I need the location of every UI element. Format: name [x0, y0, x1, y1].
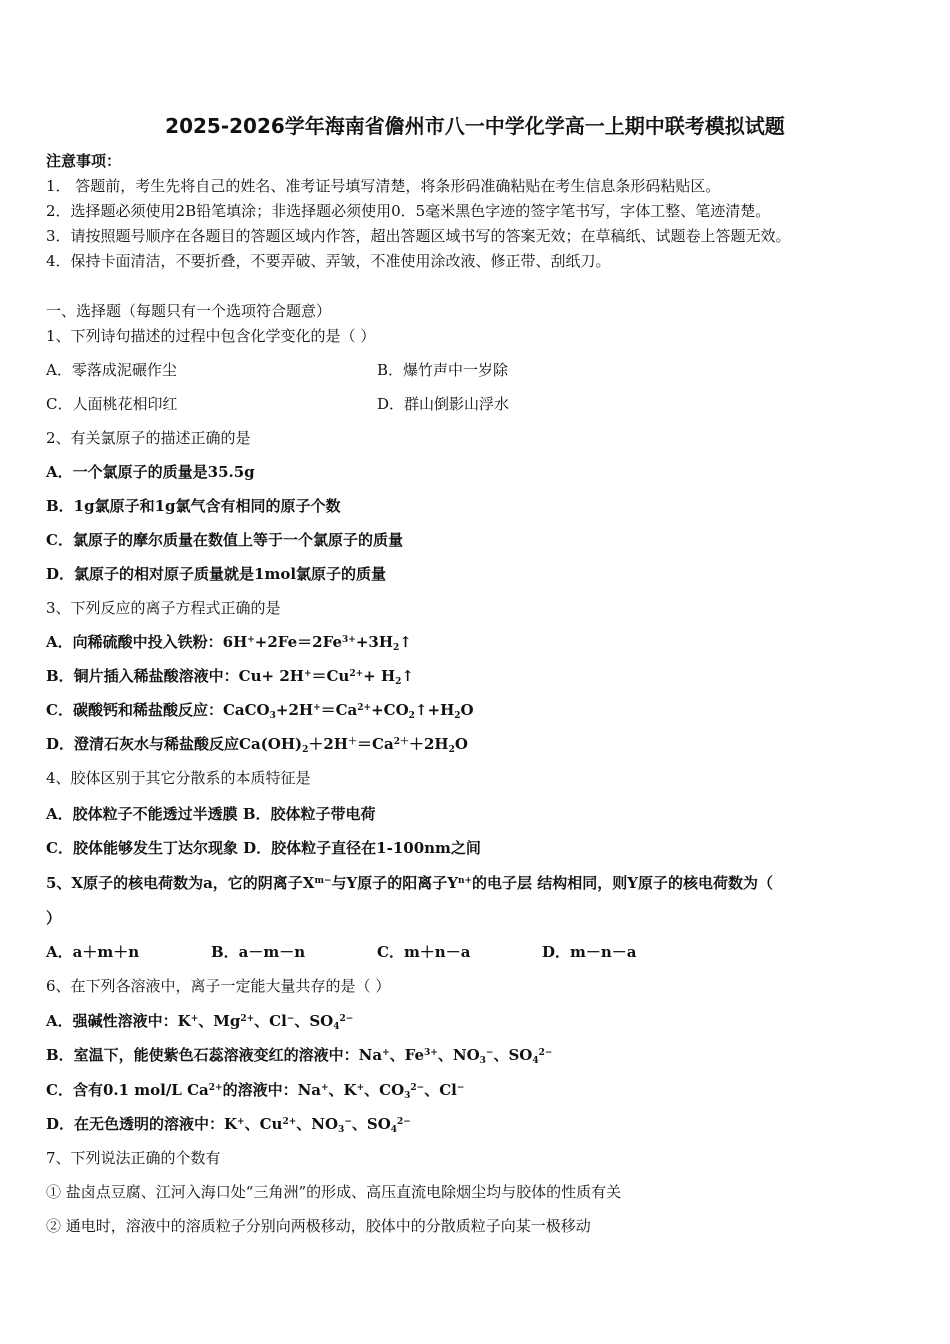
notice-item-4: 4．保持卡面清洁，不要折叠，不要弄破、弄皱，不准使用涂改液、修正带、刮纸刀。: [46, 252, 611, 270]
q3-option-d: D．澄清石灰水与稀盐酸反应$Ca(OH)_2+2H^+=Ca^{2+}+2H_2O$: [46, 735, 468, 755]
q6-stem: 6、在下列各溶液中，离子一定能大量共存的是（ ）: [46, 977, 391, 995]
q4-stem: 4、胶体区别于其它分散系的本质特征是: [46, 769, 311, 787]
q1-option-b: B．爆竹声中一岁除: [377, 361, 509, 379]
notice-heading: 注意事项：: [46, 152, 122, 170]
q5-option-c: C．m＋n－a: [377, 943, 471, 961]
notice-item-3: 3．请按照题号顺序在各题目的答题区域内作答，超出答题区域书写的答案无效；在草稿纸、试题卷上答题无效。: [46, 227, 791, 245]
q5-option-a: A．a＋m＋n: [46, 943, 140, 961]
q5-option-b: B．a－m－n: [211, 943, 306, 961]
section-heading: 一、选择题（每题只有一个选项符合题意）: [46, 302, 332, 320]
q2-option-b: B．1g氯原子和1g氯气含有相同的原子个数: [46, 497, 341, 515]
q2-option-c: C．氯原子的摩尔质量在数值上等于一个氯原子的质量: [46, 531, 403, 549]
q2-stem: 2、有关氯原子的描述正确的是: [46, 429, 251, 447]
q7-stem: 7、下列说法正确的个数有: [46, 1149, 221, 1167]
q1-option-d: D．群山倒影山浮水: [377, 395, 510, 413]
q6-option-b: B．室温下，能使紫色石蕊溶液变红的溶液中：Na+、$Fe^{3+}$、$NO_3^-$、$SO_4^{2-}$: [46, 1046, 553, 1066]
q1-option-c: C．人面桃花相印红: [46, 395, 178, 413]
q7-statement-1: ① 盐卤点豆腐、江河入海口处“三角洲”的形成、高压直流电除烟尘均与胶体的性质有关: [46, 1183, 622, 1201]
q6-option-d: D．在无色透明的溶液中：K+、$Cu^{2+}$、$NO_3^-$、$SO_4^{2-}$: [46, 1115, 411, 1135]
q6-option-a: A．强碱性溶液中：K+、$Mg^{2+}$、Cl−、$SO_4^{2-}$: [46, 1012, 354, 1032]
q2-option-a: A．一个氯原子的质量是35.5g: [46, 463, 255, 481]
q6-option-c: C．含有0.1 mol/L $Ca^{2+}$的溶液中：Na+、K+、$CO_3^{2-}$、Cl−: [46, 1081, 465, 1101]
q7-statement-2: ② 通电时，溶液中的溶质粒子分别向两极移动，胶体中的分散质粒子向某一极移动: [46, 1217, 591, 1235]
q3-stem: 3、下列反应的离子方程式正确的是: [46, 599, 281, 617]
q1-option-a: A．零落成泥碾作尘: [46, 361, 177, 379]
notice-item-1: 1． 答题前，考生先将自己的姓名、准考证号填写清楚，将条形码准确粘贴在考生信息条形码粘贴区。: [46, 177, 721, 195]
q5-stem-continued: ）: [46, 909, 62, 927]
page-title: 2025-2026学年海南省儋州市八一中学化学高一上期中联考模拟试题: [165, 114, 785, 138]
q3-option-c: C．碳酸钙和稀盐酸反应：$CaCO_3+2H^+=Ca^{2+}+CO_2↑+H_2O$: [46, 701, 474, 721]
q4-options-row-2: C．胶体能够发生丁达尔现象 D．胶体粒子直径在1-100nm之间: [46, 839, 481, 857]
q1-stem: 1、下列诗句描述的过程中包含化学变化的是（ ）: [46, 327, 376, 345]
notice-item-2: 2．选择题必须使用2B铅笔填涂；非选择题必须使用0．5毫米黑色字迹的签字笔书写，字体工整、笔迹清楚。: [46, 202, 771, 220]
q3-option-a: A．向稀硫酸中投入铁粉：$6H^++2Fe=2Fe^{3+}+3H_2↑$: [46, 633, 412, 653]
q3-option-b: B．铜片插入稀盐酸溶液中：$Cu+ 2H^+=Cu^{2+}+$ $H_2↑$: [46, 667, 414, 687]
q2-option-d: D．氯原子的相对原子质量就是1mol氯原子的质量: [46, 565, 387, 583]
q5-stem: 5、X原子的核电荷数为a，它的阴离子$X^{m-}$与Y原子的阳离子$Y^{n+}$的电子层 结构相同，则Y原子的核电荷数为（: [46, 874, 773, 892]
q5-option-d: D．m－n－a: [542, 943, 637, 961]
q4-options-row-1: A．胶体粒子不能透过半透膜 B．胶体粒子带电荷: [46, 805, 376, 823]
